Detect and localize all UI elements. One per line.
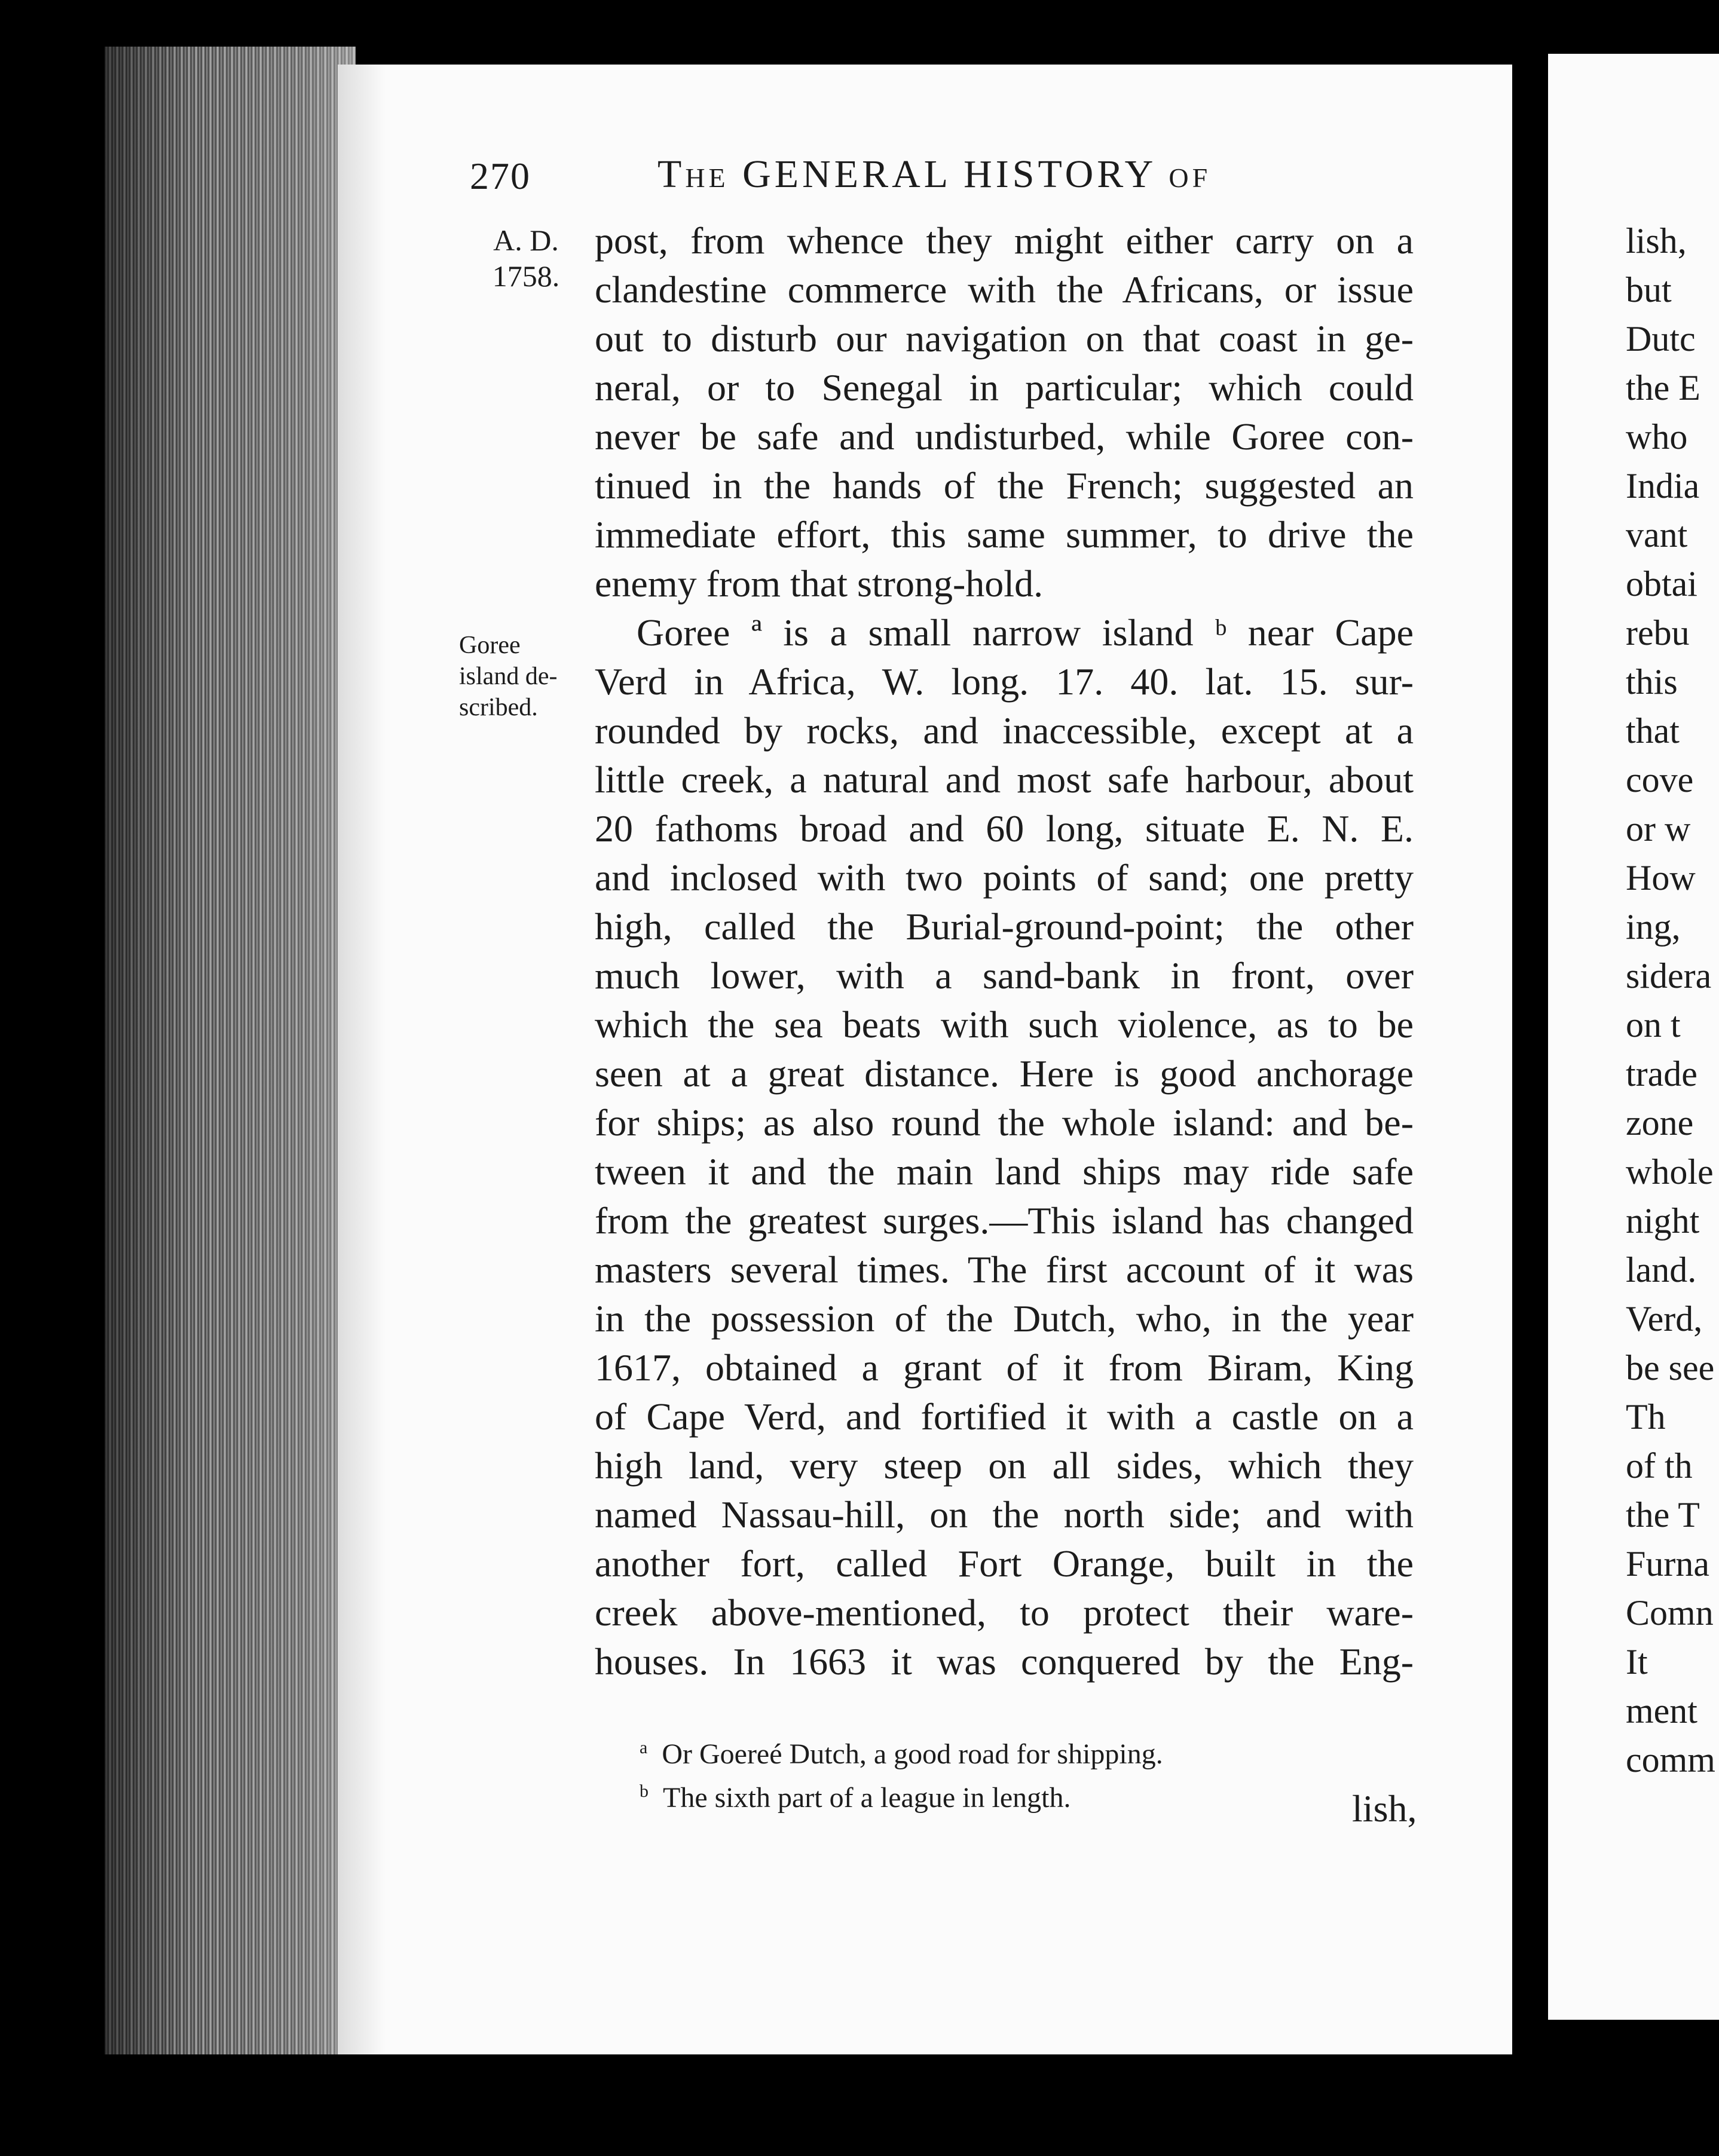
text-line: neral, or to Senegal in particular; which could: [595, 366, 1414, 409]
page-number: 270: [470, 155, 531, 197]
margin-year: [472, 222, 580, 294]
facing-text-line: whole: [1626, 1152, 1714, 1192]
facing-text-line: It: [1626, 1642, 1648, 1682]
text-line: seen at a great distance. Here is good anchorage: [595, 1052, 1414, 1095]
text-line: masters several times. The first account of it was: [595, 1248, 1414, 1291]
text-line: 1617, obtained a grant of it from Biram, King: [595, 1346, 1414, 1389]
facing-text-line: that: [1626, 711, 1680, 751]
facing-text-line: comm: [1626, 1740, 1715, 1780]
text-line: high land, very steep on all sides, which they: [595, 1444, 1414, 1487]
facing-text-line: zone: [1626, 1103, 1694, 1143]
text-line: from the greatest surges.—This island has changed: [595, 1199, 1414, 1242]
facing-text-line: the E: [1626, 368, 1700, 408]
margin-note: [459, 630, 579, 723]
text-line: immediate effort, this same summer, to drive the: [595, 513, 1414, 556]
facing-text-line: be see: [1626, 1348, 1715, 1388]
footnote-mark: a: [640, 1738, 648, 1757]
margin-year-label: A. D.: [493, 223, 559, 257]
facing-text-line: obtai: [1626, 564, 1697, 604]
text-line: post, from whence they might either carry on a: [595, 219, 1414, 262]
facing-page-text: [1626, 216, 1719, 1784]
facing-text-line: Verd,: [1626, 1299, 1703, 1339]
body-text: [595, 216, 1414, 1686]
facing-text-line: of th: [1626, 1446, 1693, 1486]
facing-text-line: the T: [1626, 1495, 1700, 1535]
text-line: never be safe and undisturbed, while Goree con-: [595, 415, 1414, 458]
page-edges-stack: [105, 47, 356, 2054]
facing-text-line: this: [1626, 662, 1678, 702]
text-line: much lower, with a sand-bank in front, over: [595, 954, 1414, 997]
facing-text-line: who: [1626, 417, 1688, 457]
facing-text-line: night: [1626, 1201, 1700, 1241]
facing-text-line: sidera: [1626, 956, 1712, 996]
text-line: in the possession of the Dutch, who, in the year: [595, 1297, 1414, 1340]
margin-note-line: scribed.: [459, 694, 538, 721]
footnotes: [640, 1729, 1417, 1817]
footnote-text: The sixth part of a league in length.: [663, 1782, 1071, 1814]
footnote-text: Or Goereé Dutch, a good road for shipping.: [662, 1738, 1163, 1770]
catchword: lish,: [1352, 1787, 1417, 1830]
text-line: Verd in Africa, W. long. 17. 40. lat. 15. sur-: [595, 660, 1414, 703]
margin-note-line: Goree: [459, 632, 521, 659]
facing-text-line: India: [1626, 466, 1700, 506]
text-line: and inclosed with two points of sand; one pretty: [595, 856, 1414, 899]
facing-text-line: on t: [1626, 1005, 1681, 1045]
text-line: named Nassau-hill, on the north side; and with: [595, 1493, 1414, 1536]
facing-text-line: rebu: [1626, 613, 1690, 653]
facing-text-line: cove: [1626, 760, 1694, 800]
text-line: creek above-mentioned, to protect their ware-: [595, 1591, 1414, 1634]
text-line: little creek, a natural and most safe harbour, about: [595, 758, 1414, 801]
footnote: [640, 1773, 1417, 1817]
facing-text-line: Comn: [1626, 1593, 1714, 1633]
text-line: houses. In 1663 it was conquered by the Eng-: [595, 1640, 1414, 1683]
text-line: which the sea beats with such violence, as to be: [595, 1003, 1414, 1046]
facing-text-line: vant: [1626, 515, 1688, 555]
facing-text-line: Furna: [1626, 1544, 1709, 1584]
text-line: enemy from that strong-hold.: [595, 562, 1044, 605]
text-line: of Cape Verd, and fortified it with a castle on a: [595, 1395, 1414, 1438]
facing-text-line: ing,: [1626, 907, 1681, 947]
facing-text-line: ment: [1626, 1691, 1697, 1731]
facing-text-line: Th: [1626, 1397, 1666, 1437]
text-line: out to disturb our navigation on that coast in ge-: [595, 317, 1414, 360]
text-line: 20 fathoms broad and 60 long, situate E. N. E.: [595, 807, 1414, 850]
text-line: another fort, called Fort Orange, built in the: [595, 1542, 1414, 1585]
facing-text-line: land.: [1626, 1250, 1697, 1290]
text-line: for ships; as also round the whole island: and be-: [595, 1101, 1414, 1144]
text-line: high, called the Burial-ground-point; the other: [595, 905, 1414, 948]
facing-text-line: lish,: [1626, 221, 1687, 261]
text-line: clandestine commerce with the Africans, or issue: [595, 268, 1414, 311]
facing-text-line: but: [1626, 270, 1672, 310]
facing-text-line: trade: [1626, 1054, 1697, 1094]
footnote-mark: b: [640, 1781, 649, 1801]
facing-text-line: How: [1626, 858, 1696, 898]
text-line: tinued in the hands of the French; suggested an: [595, 464, 1414, 507]
footnote: [640, 1729, 1417, 1773]
facing-text-line: or w: [1626, 809, 1691, 849]
text-line: Goree ª is a small narrow island ᵇ near Cape: [637, 611, 1414, 654]
running-head: The GENERAL HISTORY of: [657, 152, 1212, 196]
text-line: rounded by rocks, and inaccessible, except at a: [595, 709, 1414, 752]
text-line: tween it and the main land ships may ride safe: [595, 1150, 1414, 1193]
margin-year-value: 1758.: [492, 259, 560, 293]
facing-text-line: Dutc: [1626, 319, 1696, 359]
margin-note-line: island de-: [459, 663, 558, 690]
